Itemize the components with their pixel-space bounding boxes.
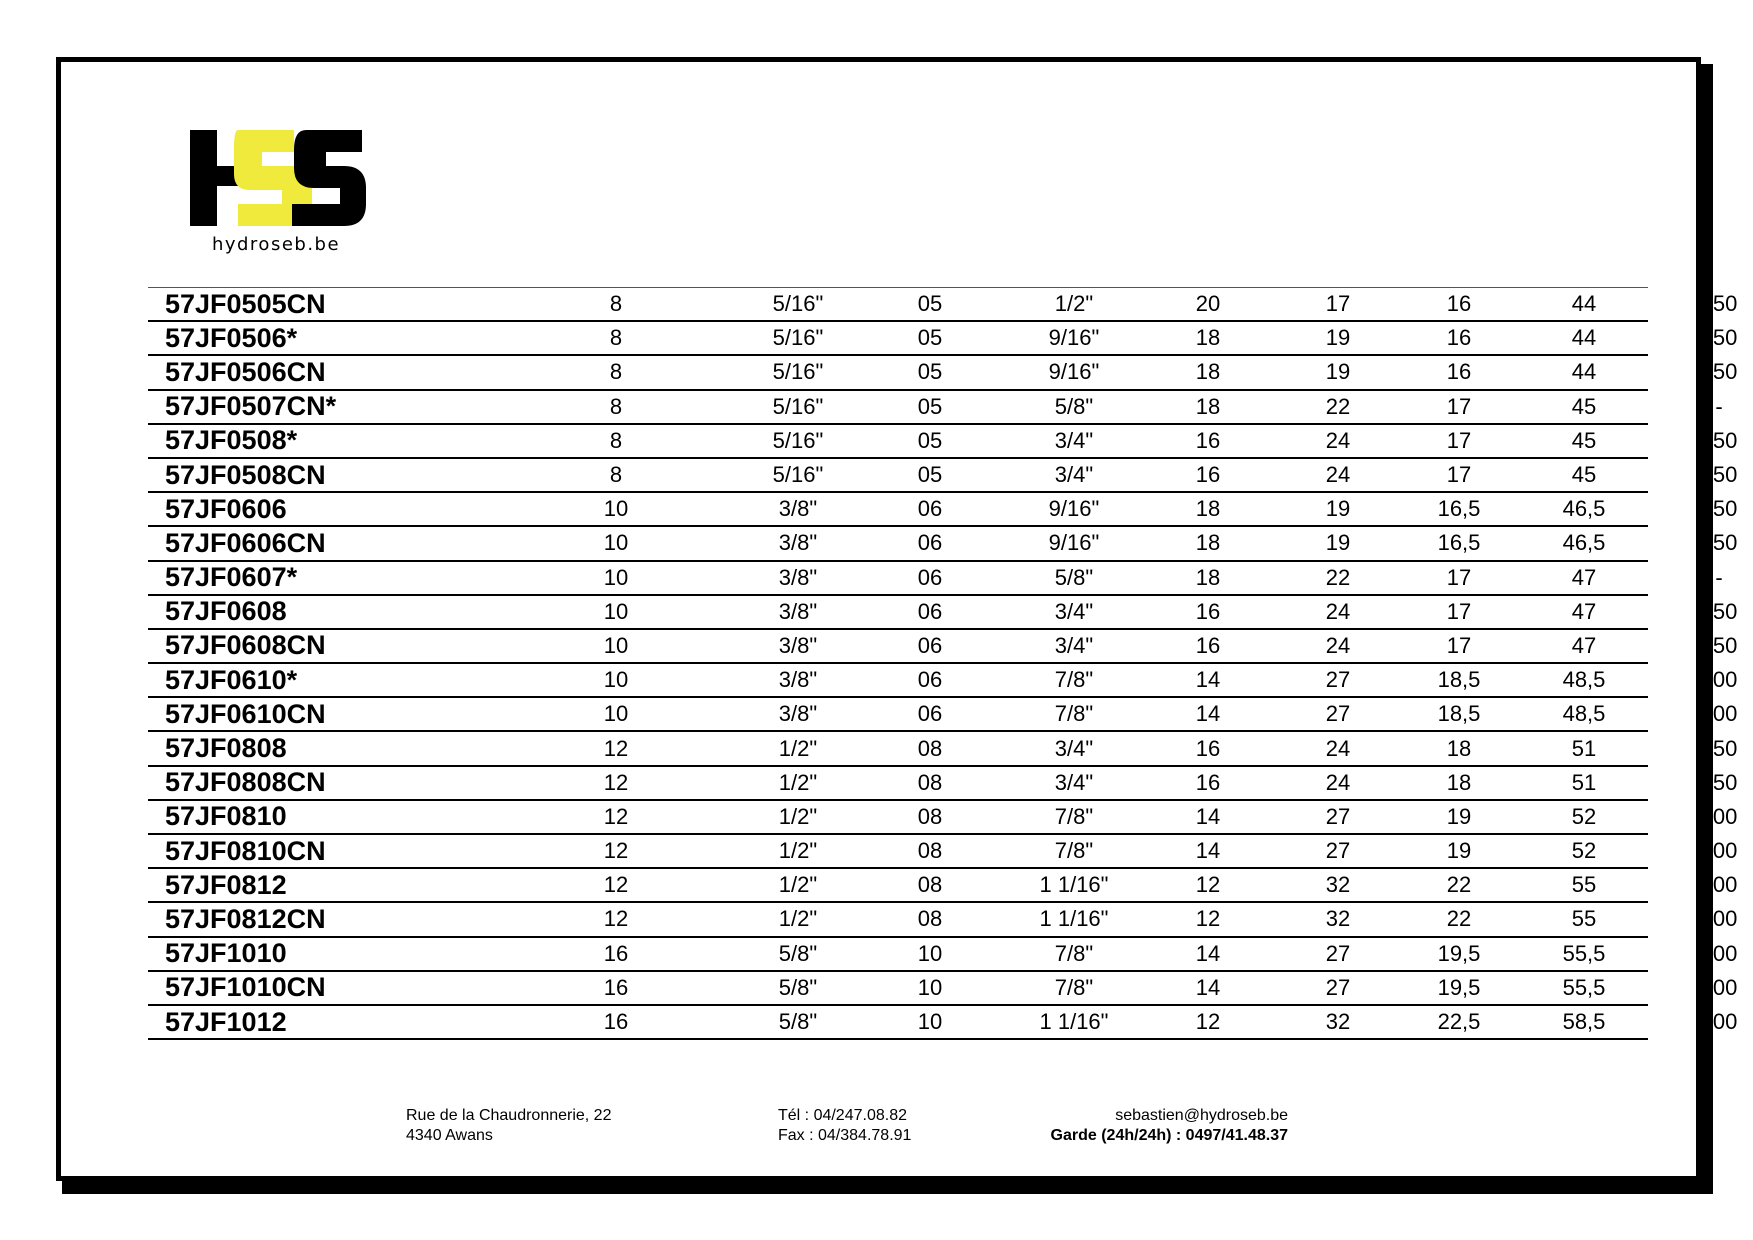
table-cell: 06 — [917, 667, 943, 693]
table-cell: 12 — [1195, 1009, 1221, 1035]
table-cell: 58,5 — [1562, 1009, 1606, 1035]
table-cell: 10 — [603, 667, 629, 693]
table-cell: 10 — [917, 974, 943, 1000]
table-cell: 05 — [917, 359, 943, 385]
table-cell: 16,5 — [1437, 496, 1481, 522]
table-cell: 18 — [1195, 325, 1221, 351]
table-cell: 14 — [1195, 667, 1221, 693]
table-row — [148, 732, 1738, 766]
table-cell: 17 — [1446, 598, 1472, 624]
table-cell: 14 — [1195, 940, 1221, 966]
email-address: sebastien@hydroseb.be — [1115, 1107, 1288, 1124]
table-row — [148, 596, 1738, 630]
table-cell: 14 — [1195, 838, 1221, 864]
part-reference: 57JF0610CN — [165, 698, 326, 729]
table-cell: 19 — [1325, 359, 1351, 385]
table-cell: 16 — [1195, 598, 1221, 624]
table-row — [148, 972, 1738, 1006]
footer-contact — [1018, 1106, 1288, 1146]
table-cell: 08 — [917, 838, 943, 864]
table-cell: 14 — [1195, 803, 1221, 829]
table-cell: 05 — [917, 462, 943, 488]
part-reference: 57JF0808 — [165, 733, 287, 764]
phone-number: Tél : 04/247.08.82 — [778, 1107, 907, 1124]
table-cell: 200 — [1700, 906, 1738, 932]
table-cell: 06 — [917, 598, 943, 624]
table-cell: 08 — [917, 735, 943, 761]
part-reference: 57JF0606CN — [165, 527, 326, 558]
table-cell: 46,5 — [1562, 496, 1606, 522]
table-cell: 08 — [917, 769, 943, 795]
table-cell: 250 — [1700, 359, 1738, 385]
table-cell: 16 — [603, 1009, 629, 1035]
table-cell: 10 — [917, 940, 943, 966]
table-cell: 5/16" — [772, 462, 824, 488]
table-cell: 19 — [1325, 496, 1351, 522]
table-cell: 22 — [1446, 906, 1472, 932]
part-reference: 57JF0506* — [165, 322, 298, 353]
table-cell: 32 — [1325, 906, 1351, 932]
table-cell: 47 — [1571, 598, 1597, 624]
table-cell: 27 — [1325, 940, 1351, 966]
table-cell: 17 — [1446, 462, 1472, 488]
table-cell: 17 — [1446, 632, 1472, 658]
part-reference: 57JF0505CN — [165, 288, 326, 319]
table-cell: 12 — [603, 872, 629, 898]
table-cell: 200 — [1700, 974, 1738, 1000]
table-row — [148, 493, 1738, 527]
table-cell: 1 1/16" — [1039, 1009, 1109, 1035]
table-cell: - — [1715, 564, 1723, 590]
table-cell: 1 1/16" — [1039, 906, 1109, 932]
table-cell: 05 — [917, 393, 943, 419]
table-cell: 10 — [603, 564, 629, 590]
part-reference: 57JF0507CN* — [165, 391, 337, 422]
table-cell: 200 — [1700, 838, 1738, 864]
table-cell: 45 — [1571, 462, 1597, 488]
table-cell: 19,5 — [1437, 974, 1481, 1000]
table-cell: 17 — [1325, 291, 1351, 317]
table-cell: 3/8" — [778, 564, 818, 590]
table-cell: 1/2" — [1054, 291, 1094, 317]
table-cell: 7/8" — [1054, 940, 1094, 966]
table-cell: 05 — [917, 291, 943, 317]
table-cell: 47 — [1571, 632, 1597, 658]
table-cell: 8 — [609, 359, 623, 385]
table-cell: 1/2" — [778, 906, 818, 932]
table-cell: 250 — [1700, 769, 1738, 795]
table-cell: 24 — [1325, 462, 1351, 488]
table-cell: 8 — [609, 325, 623, 351]
table-cell: 5/16" — [772, 427, 824, 453]
table-cell: 250 — [1700, 427, 1738, 453]
table-cell: 200 — [1700, 803, 1738, 829]
table-cell: 10 — [917, 1009, 943, 1035]
table-cell: 45 — [1571, 427, 1597, 453]
table-cell: 45 — [1571, 393, 1597, 419]
table-cell: 12 — [1195, 872, 1221, 898]
table-cell: 16 — [1195, 735, 1221, 761]
table-cell: 27 — [1325, 838, 1351, 864]
part-reference: 57JF0508* — [165, 425, 298, 456]
table-cell: 3/4" — [1054, 598, 1094, 624]
table-cell: - — [1715, 393, 1723, 419]
table-cell: 250 — [1700, 462, 1738, 488]
table-cell: 22 — [1325, 393, 1351, 419]
table-cell: 1/2" — [778, 803, 818, 829]
table-cell: 3/4" — [1054, 769, 1094, 795]
table-cell: 24 — [1325, 735, 1351, 761]
table-row — [148, 322, 1738, 356]
table-cell: 10 — [603, 530, 629, 556]
table-cell: 55 — [1571, 906, 1597, 932]
table-cell: 1 1/16" — [1039, 872, 1109, 898]
hs-logo-icon — [190, 130, 370, 234]
table-row — [148, 527, 1738, 561]
table-cell: 7/8" — [1054, 667, 1094, 693]
table-cell: 24 — [1325, 769, 1351, 795]
table-row — [148, 903, 1738, 937]
table-cell: 1/2" — [778, 735, 818, 761]
table-cell: 7/8" — [1054, 803, 1094, 829]
table-row — [148, 938, 1738, 972]
table-cell: 3/8" — [778, 530, 818, 556]
table-cell: 44 — [1571, 291, 1597, 317]
table-cell: 17 — [1446, 427, 1472, 453]
part-reference: 57JF0808CN — [165, 767, 326, 798]
table-cell: 27 — [1325, 701, 1351, 727]
part-reference: 57JF0508CN — [165, 459, 326, 490]
table-cell: 250 — [1700, 530, 1738, 556]
table-cell: 24 — [1325, 632, 1351, 658]
part-reference: 57JF0812CN — [165, 903, 326, 934]
table-cell: 44 — [1571, 325, 1597, 351]
table-cell: 1/2" — [778, 872, 818, 898]
table-cell: 18,5 — [1437, 667, 1481, 693]
table-row — [148, 801, 1738, 835]
table-cell: 19 — [1446, 838, 1472, 864]
table-cell: 9/16" — [1048, 496, 1100, 522]
table-cell: 1/2" — [778, 838, 818, 864]
table-cell: 16 — [603, 974, 629, 1000]
table-cell: 16 — [1195, 427, 1221, 453]
table-cell: 5/16" — [772, 291, 824, 317]
table-cell: 32 — [1325, 1009, 1351, 1035]
table-cell: 16 — [1446, 325, 1472, 351]
table-cell: 12 — [603, 769, 629, 795]
table-cell: 47 — [1571, 564, 1597, 590]
table-cell: 18,5 — [1437, 701, 1481, 727]
table-cell: 17 — [1446, 564, 1472, 590]
table-cell: 06 — [917, 530, 943, 556]
table-row — [148, 459, 1738, 493]
table-cell: 18 — [1195, 530, 1221, 556]
table-cell: 16 — [1446, 291, 1472, 317]
table-cell: 5/8" — [778, 940, 818, 966]
table-cell: 12 — [1195, 906, 1221, 932]
table-cell: 22 — [1446, 872, 1472, 898]
table-cell: 5/8" — [778, 1009, 818, 1035]
table-cell: 12 — [603, 838, 629, 864]
table-cell: 18 — [1195, 564, 1221, 590]
table-cell: 06 — [917, 496, 943, 522]
table-cell: 250 — [1700, 632, 1738, 658]
table-row — [148, 767, 1738, 801]
table-cell: 55,5 — [1562, 974, 1606, 1000]
table-cell: 27 — [1325, 667, 1351, 693]
table-row — [148, 1006, 1738, 1040]
company-logo — [190, 130, 370, 260]
table-cell: 3/8" — [778, 632, 818, 658]
table-row — [148, 425, 1738, 459]
table-cell: 14 — [1195, 701, 1221, 727]
spec-table — [148, 287, 1738, 1040]
table-cell: 200 — [1700, 940, 1738, 966]
table-cell: 1/2" — [778, 769, 818, 795]
table-cell: 19 — [1325, 530, 1351, 556]
table-cell: 22,5 — [1437, 1009, 1481, 1035]
table-row — [148, 391, 1723, 425]
table-cell: 08 — [917, 906, 943, 932]
table-cell: 5/16" — [772, 325, 824, 351]
table-cell: 200 — [1700, 1009, 1738, 1035]
table-cell: 12 — [603, 906, 629, 932]
table-cell: 55,5 — [1562, 940, 1606, 966]
table-row — [148, 835, 1738, 869]
table-cell: 55 — [1571, 872, 1597, 898]
table-cell: 51 — [1571, 769, 1597, 795]
table-cell: 250 — [1700, 496, 1738, 522]
table-cell: 200 — [1700, 701, 1738, 727]
table-row — [148, 698, 1738, 732]
table-cell: 5/16" — [772, 359, 824, 385]
table-cell: 19 — [1325, 325, 1351, 351]
table-cell: 10 — [603, 496, 629, 522]
part-reference: 57JF0608CN — [165, 630, 326, 661]
table-cell: 16 — [1195, 769, 1221, 795]
address-city: 4340 Awans — [406, 1127, 493, 1144]
table-cell: 06 — [917, 564, 943, 590]
part-reference: 57JF1010 — [165, 938, 287, 969]
table-cell: 16 — [1195, 462, 1221, 488]
table-cell: 18 — [1446, 735, 1472, 761]
table-cell: 3/8" — [778, 701, 818, 727]
table-cell: 200 — [1700, 872, 1738, 898]
table-cell: 20 — [1195, 291, 1221, 317]
table-cell: 3/8" — [778, 598, 818, 624]
part-reference: 57JF0812 — [165, 869, 287, 900]
part-reference: 57JF0810 — [165, 801, 287, 832]
table-cell: 3/4" — [1054, 427, 1094, 453]
table-cell: 3/8" — [778, 667, 818, 693]
table-cell: 10 — [603, 632, 629, 658]
table-cell: 8 — [609, 291, 623, 317]
fax-number: Fax : 04/384.78.91 — [778, 1127, 912, 1144]
table-cell: 18 — [1195, 496, 1221, 522]
table-cell: 06 — [917, 701, 943, 727]
part-reference: 57JF0506CN — [165, 356, 326, 387]
table-cell: 10 — [603, 598, 629, 624]
table-cell: 32 — [1325, 872, 1351, 898]
table-cell: 18 — [1195, 393, 1221, 419]
table-cell: 46,5 — [1562, 530, 1606, 556]
table-cell: 250 — [1700, 598, 1738, 624]
table-row — [148, 562, 1723, 596]
table-cell: 5/8" — [1054, 564, 1094, 590]
footer-phone — [778, 1106, 911, 1146]
logo-site-text: hydroseb.be — [211, 234, 341, 255]
table-cell: 10 — [603, 701, 629, 727]
emergency-number: Garde (24h/24h) : 0497/41.48.37 — [1050, 1127, 1288, 1144]
table-cell: 3/4" — [1054, 735, 1094, 761]
table-row — [148, 664, 1738, 698]
table-cell: 08 — [917, 872, 943, 898]
table-cell: 16 — [1446, 359, 1472, 385]
part-reference: 57JF1012 — [165, 1006, 287, 1037]
table-cell: 16 — [1195, 632, 1221, 658]
table-cell: 44 — [1571, 359, 1597, 385]
table-cell: 3/8" — [778, 496, 818, 522]
table-cell: 250 — [1700, 735, 1738, 761]
table-cell: 18 — [1446, 769, 1472, 795]
table-cell: 5/8" — [1054, 393, 1094, 419]
table-cell: 24 — [1325, 427, 1351, 453]
table-cell: 48,5 — [1562, 667, 1606, 693]
table-cell: 12 — [603, 803, 629, 829]
table-cell: 3/4" — [1054, 632, 1094, 658]
part-reference: 57JF0607* — [165, 562, 298, 593]
table-cell: 9/16" — [1048, 359, 1100, 385]
table-cell: 27 — [1325, 803, 1351, 829]
table-cell: 51 — [1571, 735, 1597, 761]
address-street: Rue de la Chaudronnerie, 22 — [406, 1107, 612, 1124]
table-cell: 8 — [609, 393, 623, 419]
table-cell: 16 — [603, 940, 629, 966]
part-reference: 57JF0608 — [165, 596, 287, 627]
table-cell: 05 — [917, 325, 943, 351]
table-row — [148, 356, 1738, 390]
table-row — [148, 630, 1738, 664]
table-row — [148, 288, 1738, 322]
table-cell: 350 — [1700, 291, 1738, 317]
table-cell: 19,5 — [1437, 940, 1481, 966]
table-cell: 5/8" — [778, 974, 818, 1000]
table-cell: 17 — [1446, 393, 1472, 419]
table-cell: 3/4" — [1054, 462, 1094, 488]
table-cell: 06 — [917, 632, 943, 658]
part-reference: 57JF0610* — [165, 664, 298, 695]
table-cell: 250 — [1700, 325, 1738, 351]
table-cell: 08 — [917, 803, 943, 829]
table-cell: 16,5 — [1437, 530, 1481, 556]
table-cell: 14 — [1195, 974, 1221, 1000]
table-cell: 24 — [1325, 598, 1351, 624]
table-cell: 8 — [609, 462, 623, 488]
table-cell: 7/8" — [1054, 974, 1094, 1000]
table-cell: 7/8" — [1054, 838, 1094, 864]
table-cell: 12 — [603, 735, 629, 761]
table-cell: 22 — [1325, 564, 1351, 590]
table-cell: 18 — [1195, 359, 1221, 385]
table-cell: 48,5 — [1562, 701, 1606, 727]
table-cell: 05 — [917, 427, 943, 453]
table-cell: 52 — [1571, 803, 1597, 829]
table-cell: 5/16" — [772, 393, 824, 419]
table-cell: 9/16" — [1048, 530, 1100, 556]
table-cell: 52 — [1571, 838, 1597, 864]
table-cell: 27 — [1325, 974, 1351, 1000]
table-cell: 19 — [1446, 803, 1472, 829]
table-cell: 200 — [1700, 667, 1738, 693]
table-row — [148, 869, 1738, 903]
part-reference: 57JF1010CN — [165, 972, 326, 1003]
table-cell: 9/16" — [1048, 325, 1100, 351]
table-cell: 8 — [609, 427, 623, 453]
part-reference: 57JF0810CN — [165, 835, 326, 866]
footer-address — [406, 1106, 611, 1146]
part-reference: 57JF0606 — [165, 493, 287, 524]
table-cell: 7/8" — [1054, 701, 1094, 727]
